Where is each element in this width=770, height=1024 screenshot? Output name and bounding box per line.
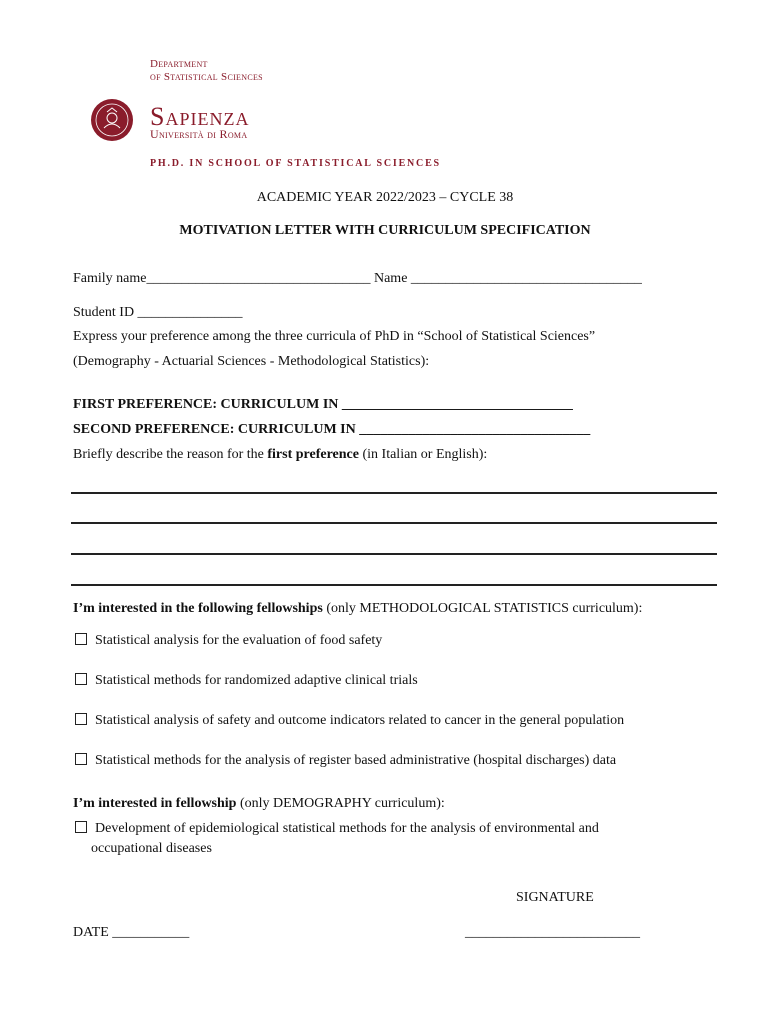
describe-text-bold: first preference: [267, 447, 359, 462]
department-line-2: of Statistical Sciences: [150, 71, 263, 83]
methodological-heading-bold: I’m interested in the following fellowships: [73, 601, 323, 616]
writing-line[interactable]: [71, 584, 717, 586]
demography-fellowship-heading: [73, 796, 445, 812]
fellowship-option-3[interactable]: [75, 713, 624, 729]
signature-label: SIGNATURE: [516, 890, 594, 905]
methodological-heading-rest: (only METHODOLOGICAL STATISTICS curriculum):: [322, 601, 643, 616]
date-field[interactable]: DATE ___________: [73, 925, 190, 940]
academic-year: ACADEMIC YEAR 2022/2023 – CYCLE 38: [256, 190, 514, 205]
second-preference-field: SECOND PREFERENCE: CURRICULUM IN _________________________________: [73, 422, 591, 437]
fellowship-option-1[interactable]: [75, 633, 382, 649]
checkbox-icon[interactable]: [75, 633, 87, 645]
sapienza-seal-icon: [90, 98, 134, 142]
describe-instruction: [73, 447, 487, 463]
writing-line[interactable]: [71, 553, 717, 555]
department-line-1: Department: [150, 58, 208, 70]
methodological-fellowships-heading: [73, 601, 642, 617]
student-id-field: Student ID _______________: [73, 305, 243, 320]
writing-line[interactable]: [71, 522, 717, 524]
fellowship-option-4[interactable]: [75, 753, 616, 769]
demography-heading-rest: (only DEMOGRAPHY curriculum):: [236, 796, 445, 811]
document-title: MOTIVATION LETTER WITH CURRICULUM SPECIFICATION: [179, 223, 591, 238]
fellowship-option-label: Statistical methods for the analysis of register based administrative (hospital discharges) data: [95, 753, 617, 768]
describe-text-pre: Briefly describe the reason for the: [73, 447, 268, 462]
checkbox-icon[interactable]: [75, 673, 87, 685]
program-name: PH.D. IN SCHOOL OF STATISTICAL SCIENCES: [150, 158, 441, 169]
describe-text-post: (in Italian or English):: [358, 447, 488, 462]
family-name-field: Family name________________________________ Name _________________________________: [73, 271, 642, 286]
curricula-list: (Demography - Actuarial Sciences - Methodological Statistics):: [73, 354, 430, 369]
fellowship-option-2[interactable]: [75, 673, 418, 689]
first-preference-field: FIRST PREFERENCE: CURRICULUM IN _________________________________: [73, 397, 573, 412]
university-name: Sapienza: [150, 102, 250, 131]
fellowship-option-label: Statistical analysis for the evaluation of food safety: [95, 633, 383, 648]
fellowship-option-label: Statistical analysis of safety and outcome indicators related to cancer in the general population: [95, 713, 625, 728]
checkbox-icon[interactable]: [75, 821, 87, 833]
checkbox-icon[interactable]: [75, 713, 87, 725]
demography-fellowship-option[interactable]: [75, 821, 599, 837]
preference-instruction: Express your preference among the three curricula of PhD in “School of Statistical Sciences”: [73, 329, 596, 344]
writing-line[interactable]: [71, 492, 717, 494]
demography-heading-bold: I’m interested in fellowship: [73, 796, 237, 811]
signature-line[interactable]: _________________________: [465, 925, 640, 940]
demography-option-label-line2: occupational diseases: [91, 841, 212, 856]
demography-option-label-line1: Development of epidemiological statistical methods for the analysis of environmental and: [95, 821, 599, 836]
university-subtitle: Università di Roma: [150, 127, 248, 141]
checkbox-icon[interactable]: [75, 753, 87, 765]
fellowship-option-label: Statistical methods for randomized adaptive clinical trials: [95, 673, 418, 688]
